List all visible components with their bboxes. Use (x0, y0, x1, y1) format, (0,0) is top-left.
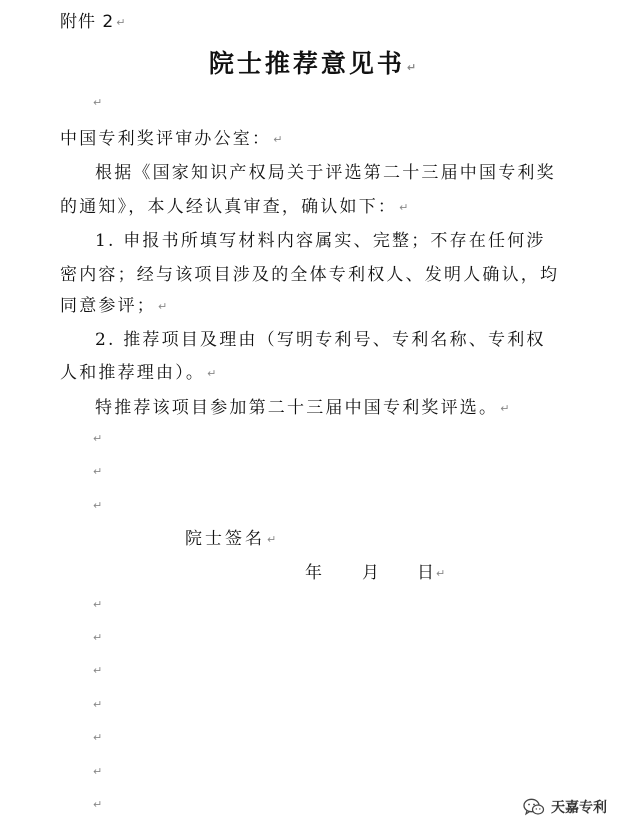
item1-line2: 密内容；经与该项目涉及的全体专利权人、发明人确认，均 (60, 265, 560, 285)
wechat-icon (523, 798, 545, 816)
paragraph-mark: ↵ (399, 201, 409, 214)
para1-line2: 的通知》，本人经认真审查，确认如下： ↵ (60, 197, 409, 217)
salutation: 中国专利奖评审办公室： ↵ (60, 129, 283, 149)
paragraph-mark: ↵ (500, 402, 510, 415)
date-day: 日 (417, 563, 434, 583)
empty-paragraph: ↵ (93, 798, 103, 811)
watermark (523, 797, 607, 817)
paragraph-mark: ↵ (273, 133, 283, 146)
empty-paragraph: ↵ (93, 698, 103, 711)
empty-paragraph: ↵ (93, 631, 103, 644)
item1-line1: 1. 申报书所填写材料内容属实、完整；不存在任何涉 (95, 231, 546, 251)
attachment-label: 附件 2 ↵ (60, 12, 126, 32)
date-year: 年 (305, 563, 322, 583)
date-line (305, 558, 445, 583)
paragraph-mark: ↵ (436, 567, 446, 580)
item1-line3: 同意参评； ↵ (60, 296, 168, 316)
signature-label: 院士签名 ↵ (185, 529, 277, 549)
watermark-text: 天嘉专利 (551, 800, 607, 816)
paragraph-mark: ↵ (207, 367, 217, 380)
paragraph-mark: ↵ (267, 533, 277, 546)
para1-line1: 根据《国家知识产权局关于评选第二十三届中国专利奖 (95, 163, 556, 183)
paragraph-mark: ↵ (116, 16, 126, 29)
empty-paragraph: ↵ (93, 765, 103, 778)
paragraph-mark: ↵ (406, 61, 417, 74)
empty-paragraph: ↵ (93, 96, 103, 109)
paragraph-mark: ↵ (158, 300, 168, 313)
document-title: 院士推荐意见书 ↵ (208, 49, 417, 78)
closing-line: 特推荐该项目参加第二十三届中国专利奖评选。 ↵ (95, 398, 510, 418)
item2-line1: 2. 推荐项目及理由（写明专利号、专利名称、专利权 (95, 330, 546, 350)
empty-paragraph: ↵ (93, 731, 103, 744)
empty-paragraph: ↵ (93, 598, 103, 611)
date-month: 月 (362, 563, 379, 583)
empty-paragraph: ↵ (93, 432, 103, 445)
empty-paragraph: ↵ (93, 499, 103, 512)
empty-paragraph: ↵ (93, 465, 103, 478)
empty-paragraph: ↵ (93, 664, 103, 677)
item2-line2: 人和推荐理由）。 ↵ (60, 363, 217, 383)
